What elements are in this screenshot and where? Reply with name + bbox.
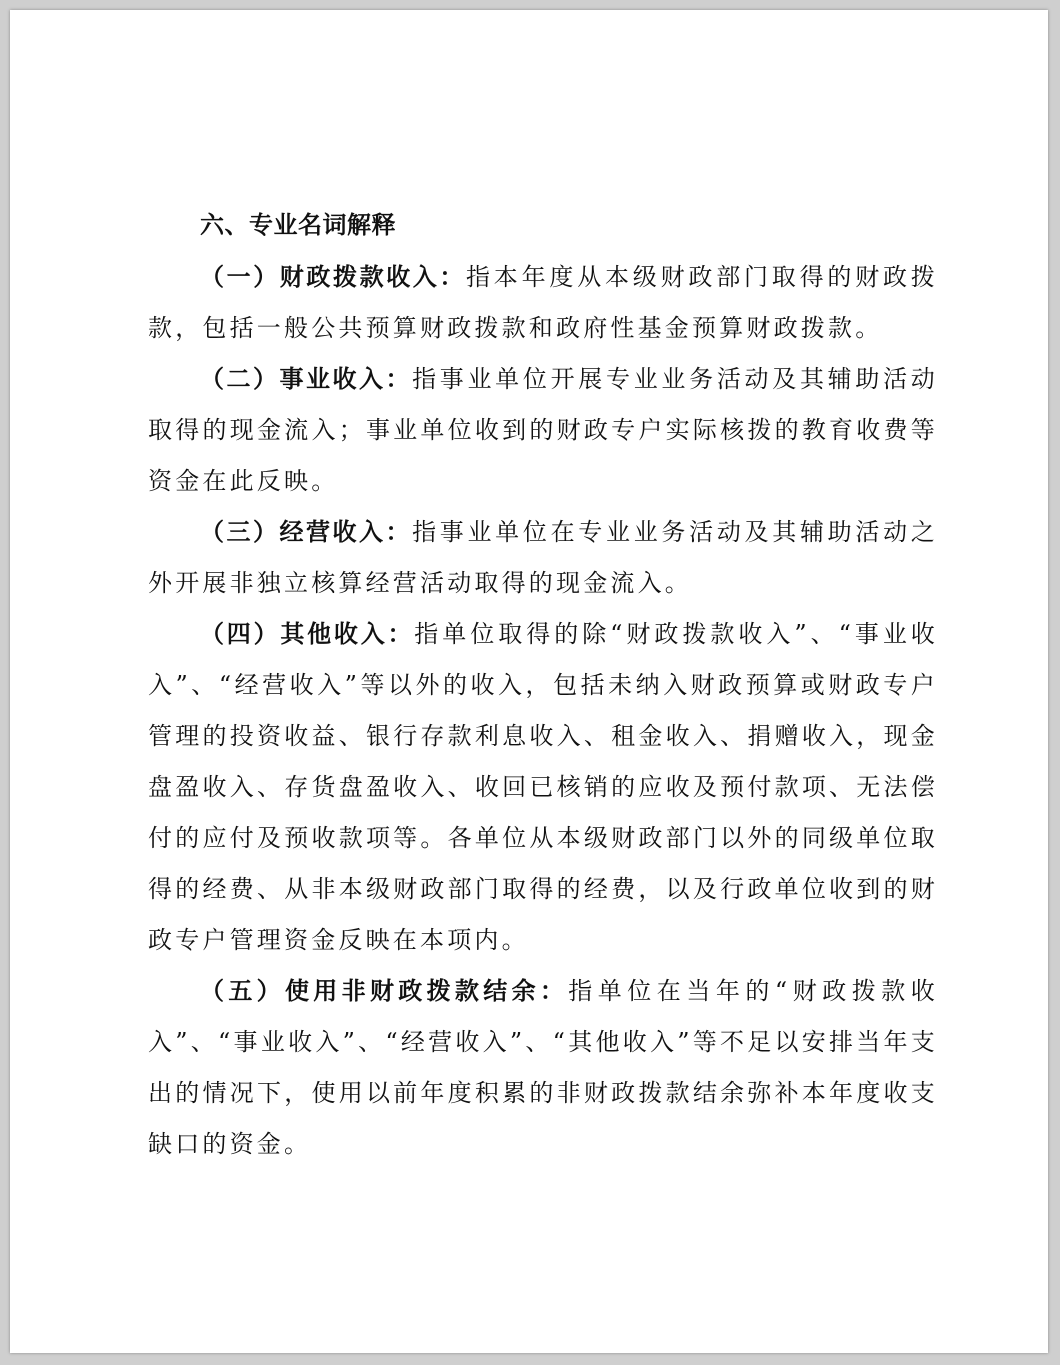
- document-body: [148, 198, 938, 1170]
- document-page: [10, 10, 1048, 1353]
- term-definition: 指事业单位开展专业业务活动及其辅助活动取得的现金流入；事业单位收到的财政专户实际核拨的教育收费等资金在此反映。: [148, 365, 938, 495]
- term-definition: 指单位取得的除“财政拨款收入”、“事业收入”、“经营收入”等以外的收入，包括未纳入财政预算或财政专户管理的投资收益、银行存款利息收入、租金收入、捐赠收入，现金盘盈收入、存货盘盈收入、收回已核销的应收及预付款项、无法偿付的应付及预收款项等。各单位从本级财政部门以外的同级单位取得的经费、从非本级财政部门取得的经费，以及行政单位收到的财政专户管理资金反映在本项内。: [148, 620, 938, 954]
- term-label: （四）其他收入：: [200, 620, 415, 648]
- term-definition: 指单位在当年的“财政拨款收入”、“事业收入”、“经营收入”、“其他收入”等不足以安排当年支出的情况下，使用以前年度积累的非财政拨款结余弥补本年度收支缺口的资金。: [148, 977, 939, 1158]
- paragraph-business-income: [148, 354, 938, 507]
- term-definition: 指本年度从本级财政部门取得的财政拨款，包括一般公共预算财政拨款和政府性基金预算财政拨款。: [148, 263, 938, 342]
- term-definition: 指事业单位在专业业务活动及其辅助活动之外开展非独立核算经营活动取得的现金流入。: [148, 518, 938, 597]
- term-label: （五）使用非财政拨款结余：: [200, 977, 569, 1005]
- term-label: （二）事业收入：: [200, 365, 413, 393]
- paragraph-operating-income: [148, 507, 938, 609]
- term-label: （一）财政拨款收入：: [200, 263, 466, 291]
- paragraph-non-fiscal-balance-usage: [148, 966, 938, 1170]
- paragraph-other-income: [148, 609, 938, 966]
- term-label: （三）经营收入：: [200, 518, 413, 546]
- section-title: 六、专业名词解释: [200, 211, 396, 239]
- paragraph-fiscal-appropriation-income: [148, 252, 938, 354]
